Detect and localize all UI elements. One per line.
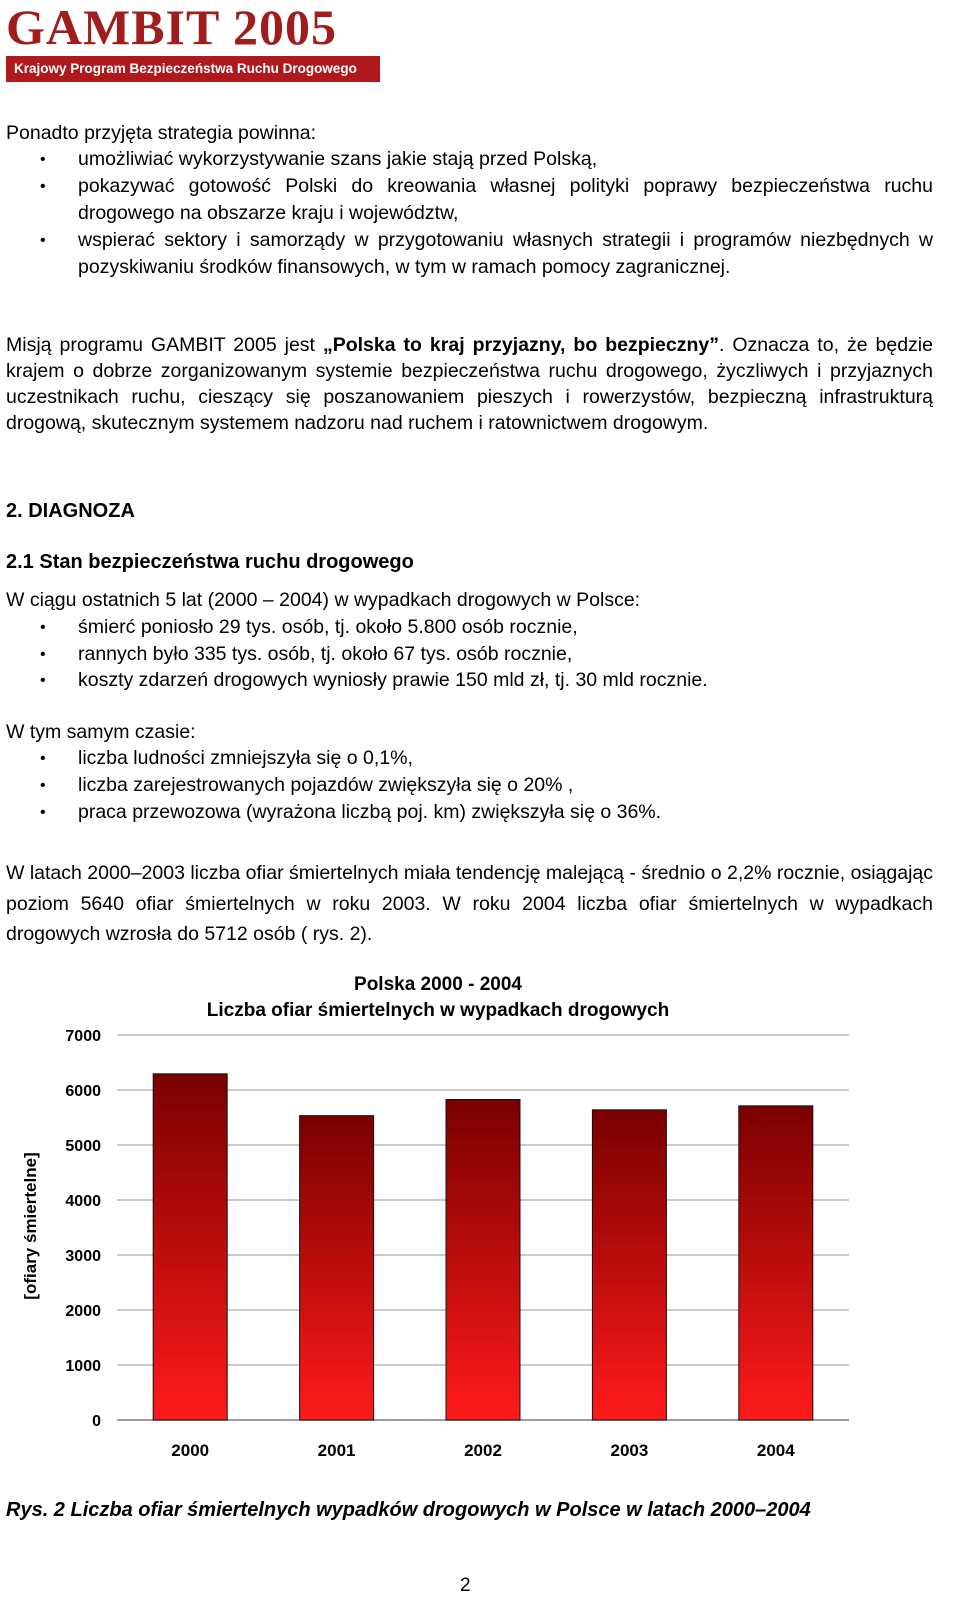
y-tick-label: 7000 <box>65 1028 101 1045</box>
y-tick-label: 5000 <box>65 1138 101 1155</box>
same-time-bullet-1: liczba ludności zmniejszyła się o 0,1%, <box>78 747 413 769</box>
chart-title: Polska 2000 - 2004 <box>354 974 522 995</box>
bullet-dot: • <box>40 672 46 689</box>
y-axis-label: [ofiary śmiertelne] <box>21 1152 40 1300</box>
bar-2004 <box>739 1106 813 1420</box>
bullet-dot: • <box>40 777 46 794</box>
y-tick-label: 1000 <box>65 1358 101 1375</box>
bar-2001 <box>300 1116 374 1420</box>
bullet-dot: • <box>40 232 46 249</box>
bullet-dot: • <box>40 646 46 663</box>
last5-bullet-1: śmierć poniosło 29 tys. osób, tj. około 5.800 osób rocznie, <box>78 616 578 638</box>
y-tick-label: 2000 <box>65 1303 101 1320</box>
strategy-bullet-1: umożliwiać wykorzystywanie szans jakie stają przed Polską, <box>78 148 598 170</box>
section-heading: 2. DIAGNOZA <box>6 500 135 522</box>
strategy-bullet-3: wspierać sektory i samorządy w przygotowaniu własnych strategii i programów niezbędnych w pozyskiwaniu środków finansowych, w tym w ramach pomocy zagranicznej. <box>78 229 933 278</box>
x-tick-label: 2003 <box>610 1441 649 1460</box>
bar-2002 <box>446 1100 520 1420</box>
last5-intro: W ciągu ostatnich 5 lat (2000 – 2004) w wypadkach drogowych w Polsce: <box>6 589 641 611</box>
bullet-dot: • <box>40 619 46 636</box>
mission-rest: . Oznacza to, że będzie krajem o dobrze zorganizowanym systemie bezpieczeństwa ruchu drogowego, życzliwych i przyjaznych uczestnikach ruchu, cieszący się poszanowaniem pieszych i rowerzystów, bezpieczną infrastrukturą drogową, skutecznym systemem nadzoru nad ruchem i ratownictwem drogowym. <box>6 334 933 434</box>
bullet-dot: • <box>40 151 46 168</box>
bullet-dot: • <box>40 750 46 767</box>
bullet-dot: • <box>40 804 46 821</box>
strategy-intro: Ponadto przyjęta strategia powinna: <box>6 122 317 144</box>
y-tick-label: 0 <box>92 1413 101 1430</box>
bullet-dot: • <box>40 178 46 195</box>
strategy-bullet-2: pokazywać gotowość Polski do kreowania własnej polityki poprawy bezpieczeństwa ruchu drogowego na obszarze kraju i województw, <box>78 175 933 224</box>
logo-title: GAMBIT 2005 <box>6 0 337 55</box>
mission-motto: „Polska to kraj przyjazny, bo bezpieczny” <box>322 334 719 356</box>
y-tick-label: 3000 <box>65 1248 101 1265</box>
same-time-bullet-2: liczba zarejestrowanych pojazdów zwiększyła się o 20% , <box>78 774 574 796</box>
y-tick-label: 6000 <box>65 1083 101 1100</box>
x-tick-label: 2004 <box>756 1441 795 1460</box>
last5-bullet-3: koszty zdarzeń drogowych wyniosły prawie 150 mld zł, tj. 30 mld rocznie. <box>78 669 708 691</box>
y-tick-label: 4000 <box>65 1193 101 1210</box>
figure-caption: Rys. 2 Liczba ofiar śmiertelnych wypadków drogowych w Polsce w latach 2000–2004 <box>6 1499 811 1521</box>
last5-bullet-2: rannych było 335 tys. osób, tj. około 67 tys. osób rocznie, <box>78 643 573 665</box>
same-time-bullet-3: praca przewozowa (wyrażona liczbą poj. km) zwiększyła się o 36%. <box>78 801 662 823</box>
same-time-intro: W tym samym czasie: <box>6 721 196 743</box>
x-tick-label: 2002 <box>464 1441 502 1460</box>
page-number: 2 <box>460 1575 471 1596</box>
x-tick-label: 2000 <box>171 1441 210 1460</box>
mission-paragraph <box>6 332 933 436</box>
gambit-logo <box>6 0 380 81</box>
x-tick-label: 2001 <box>317 1441 356 1460</box>
bar-2000 <box>153 1074 227 1420</box>
fatalities-bar-chart <box>0 974 960 1490</box>
logo-subtitle: Krajowy Program Bezpieczeństwa Ruchu Drogowego <box>6 56 380 82</box>
chart-subtitle: Liczba ofiar śmiertelnych w wypadkach drogowych <box>206 1000 670 1021</box>
subsection-heading: 2.1 Stan bezpieczeństwa ruchu drogowego <box>6 551 414 573</box>
mission-prefix: Misją programu GAMBIT 2005 jest <box>6 334 323 356</box>
bar-2003 <box>592 1110 666 1420</box>
trend-paragraph: W latach 2000–2003 liczba ofiar śmiertelnych miała tendencję malejącą - średnio o 2,2% rocznie, osiągając poziom 5640 ofiar śmiertelnych w roku 2003. W roku 2004 liczba ofiar śmiertelnych w wypadkach drogowych wzrosła do 5712 osób ( rys. 2). <box>6 862 933 945</box>
